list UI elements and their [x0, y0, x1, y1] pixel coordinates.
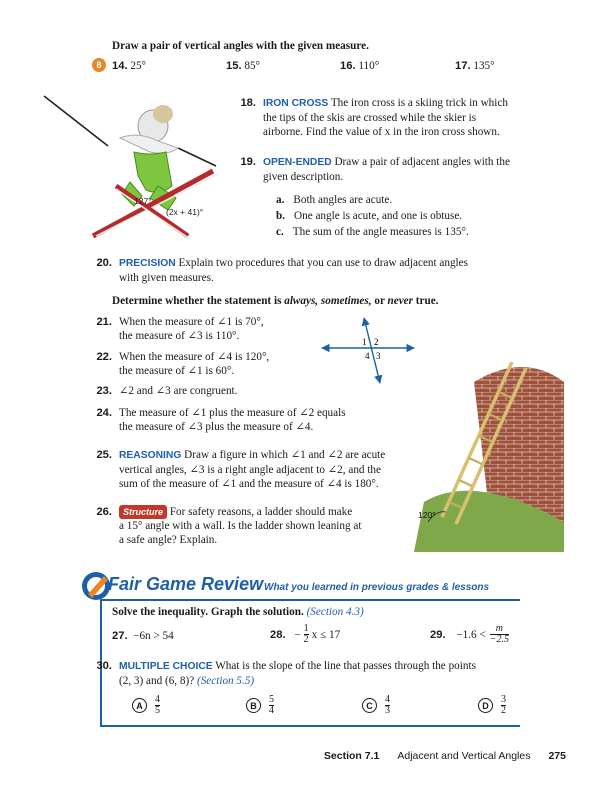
choice-a[interactable]: A $\frac{4}{5}$: [132, 695, 160, 716]
example-badge: 8: [92, 58, 106, 72]
choice-b-letter: B: [246, 698, 261, 713]
choice-d-letter: D: [478, 698, 493, 713]
choice-c-letter: C: [362, 698, 377, 713]
problem-19c: c. The sum of the angle measures is 135°.: [276, 226, 469, 238]
problem-28: 28. − $\frac{1}{2}$ x ≤ 17: [270, 623, 341, 645]
vertical-angles-diagram: [318, 315, 418, 387]
problem-30: 30. MULTIPLE CHOICE What is the slope of the line that passes through the points (2, 3) and (6, 8)? (Section 5.5): [96, 660, 476, 687]
page-footer: [324, 750, 566, 762]
skier-angle-label-expression: (2x + 41)°: [166, 207, 204, 217]
problem-23: 23. ∠2 and ∠3 are congruent.: [96, 385, 238, 397]
fair-game-instructions: Solve the inequality. Graph the solution. (Section 4.3): [112, 606, 364, 618]
ladder-angle-label: 120°: [418, 510, 436, 520]
problem-14: 14. 25°: [112, 60, 147, 72]
problem-29: 29. −1.6 < $\frac{m}{-2.5}$: [430, 623, 510, 645]
angle-label-1: 1: [362, 337, 367, 347]
footer-title: Adjacent and Vertical Angles: [397, 750, 531, 762]
choice-c[interactable]: C $\frac{4}{3}$: [362, 695, 390, 716]
angle-label-4: 4: [365, 351, 370, 361]
footer-section: Section 7.1: [323, 750, 380, 762]
problem-25: 25. REASONING Draw a figure in which ∠1 and ∠2 are acute vertical angles, ∠3 is a right angle adjacent to ∠2, and the sum of the measure of ∠1 and the measure of ∠4 is 180°.: [96, 449, 386, 490]
problem-22: 22. When the measure of ∠4 is 120°, the measure of ∠1 is 60°.: [96, 351, 270, 377]
ladder-wall-image: [414, 352, 574, 560]
angle-label-2: 2: [374, 337, 379, 347]
skier-angle-label-127: 127°: [134, 196, 152, 206]
problem-24: 24. The measure of ∠1 plus the measure of ∠2 equals the measure of ∠3 plus the measure of ∠4.: [96, 407, 346, 433]
problem-19: 19. OPEN-ENDED Draw a pair of adjacent angles with the given description.: [240, 156, 510, 183]
section-heading-always-sometimes-never: Determine whether the statement is always, sometimes, or never true.: [112, 295, 439, 307]
angle-label-3: 3: [376, 351, 381, 361]
problem-19b: b. One angle is acute, and one is obtuse.: [276, 210, 463, 222]
fair-game-top-border: [100, 599, 520, 601]
problem-15: 15. 85°: [226, 60, 261, 72]
problem-19a: a. Both angles are acute.: [276, 194, 393, 206]
fair-game-subtitle: What you learned in previous grades & lessons: [264, 582, 490, 593]
skier-image: [38, 86, 238, 248]
problem-20: 20. PRECISION Explain two procedures that you can use to draw adjacent angles with given measures.: [96, 257, 468, 284]
fair-game-title: Fair Game Review: [108, 574, 264, 594]
problem-16: 16. 110°: [340, 60, 380, 72]
choice-a-letter: A: [132, 698, 147, 713]
choice-d[interactable]: D $\frac{3}{2}$: [478, 695, 506, 716]
section-heading-vertical-angles: Draw a pair of vertical angles with the given measure.: [112, 40, 369, 52]
problem-17: 17. 135°: [455, 60, 495, 72]
choice-b[interactable]: B $\frac{5}{4}$: [246, 695, 274, 716]
problem-26: 26. Structure For safety reasons, a ladder should make a 15° angle with a wall. Is the ladder shown leaning at a safe angle? Explain.: [96, 506, 362, 546]
page-number: 275: [548, 750, 566, 762]
structure-badge: Structure: [119, 505, 167, 519]
fair-game-bottom-border: [100, 725, 520, 727]
problem-27: 27. −6n > 54: [112, 630, 174, 642]
problem-21: 21. When the measure of ∠1 is 70°, the measure of ∠3 is 110°.: [96, 316, 264, 342]
problem-18: 18. IRON CROSS The iron cross is a skiing trick in which the tips of the skis are crossed while the skier is airborne. Find the value of x in the iron cross shown.: [240, 97, 508, 138]
